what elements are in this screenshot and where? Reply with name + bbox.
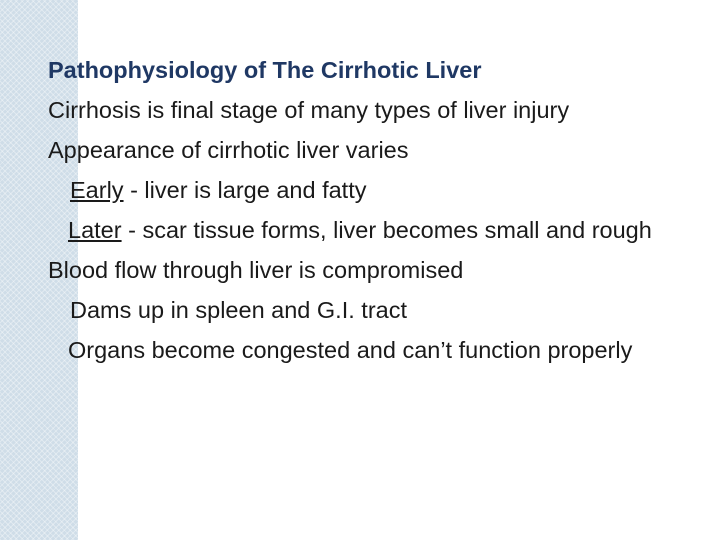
bullet-dams <box>48 290 708 330</box>
slide-content <box>48 50 708 370</box>
text-line-blood-flow: Blood flow through liver is compromised <box>48 257 464 283</box>
bullet-term: Later <box>68 217 122 243</box>
text-line-cirrhosis: Cirrhosis is final stage of many types of liver injury <box>48 97 570 123</box>
bullet-term: Early <box>70 177 124 203</box>
bullet-text: - liver is large and fatty <box>123 177 367 203</box>
bullet-organs <box>48 330 708 370</box>
text-line-appearance: Appearance of cirrhotic liver varies <box>48 137 409 163</box>
bullet-text: - scar tissue forms, liver becomes small and rough <box>121 217 652 243</box>
bullet-early <box>48 170 708 210</box>
bullet-later <box>48 210 708 250</box>
bullet-text: Dams up in spleen and G.I. tract <box>70 297 407 323</box>
slide-title: Pathophysiology of The Cirrhotic Liver <box>48 57 482 83</box>
bullet-text: Organs become congested and can’t function properly <box>68 337 633 363</box>
